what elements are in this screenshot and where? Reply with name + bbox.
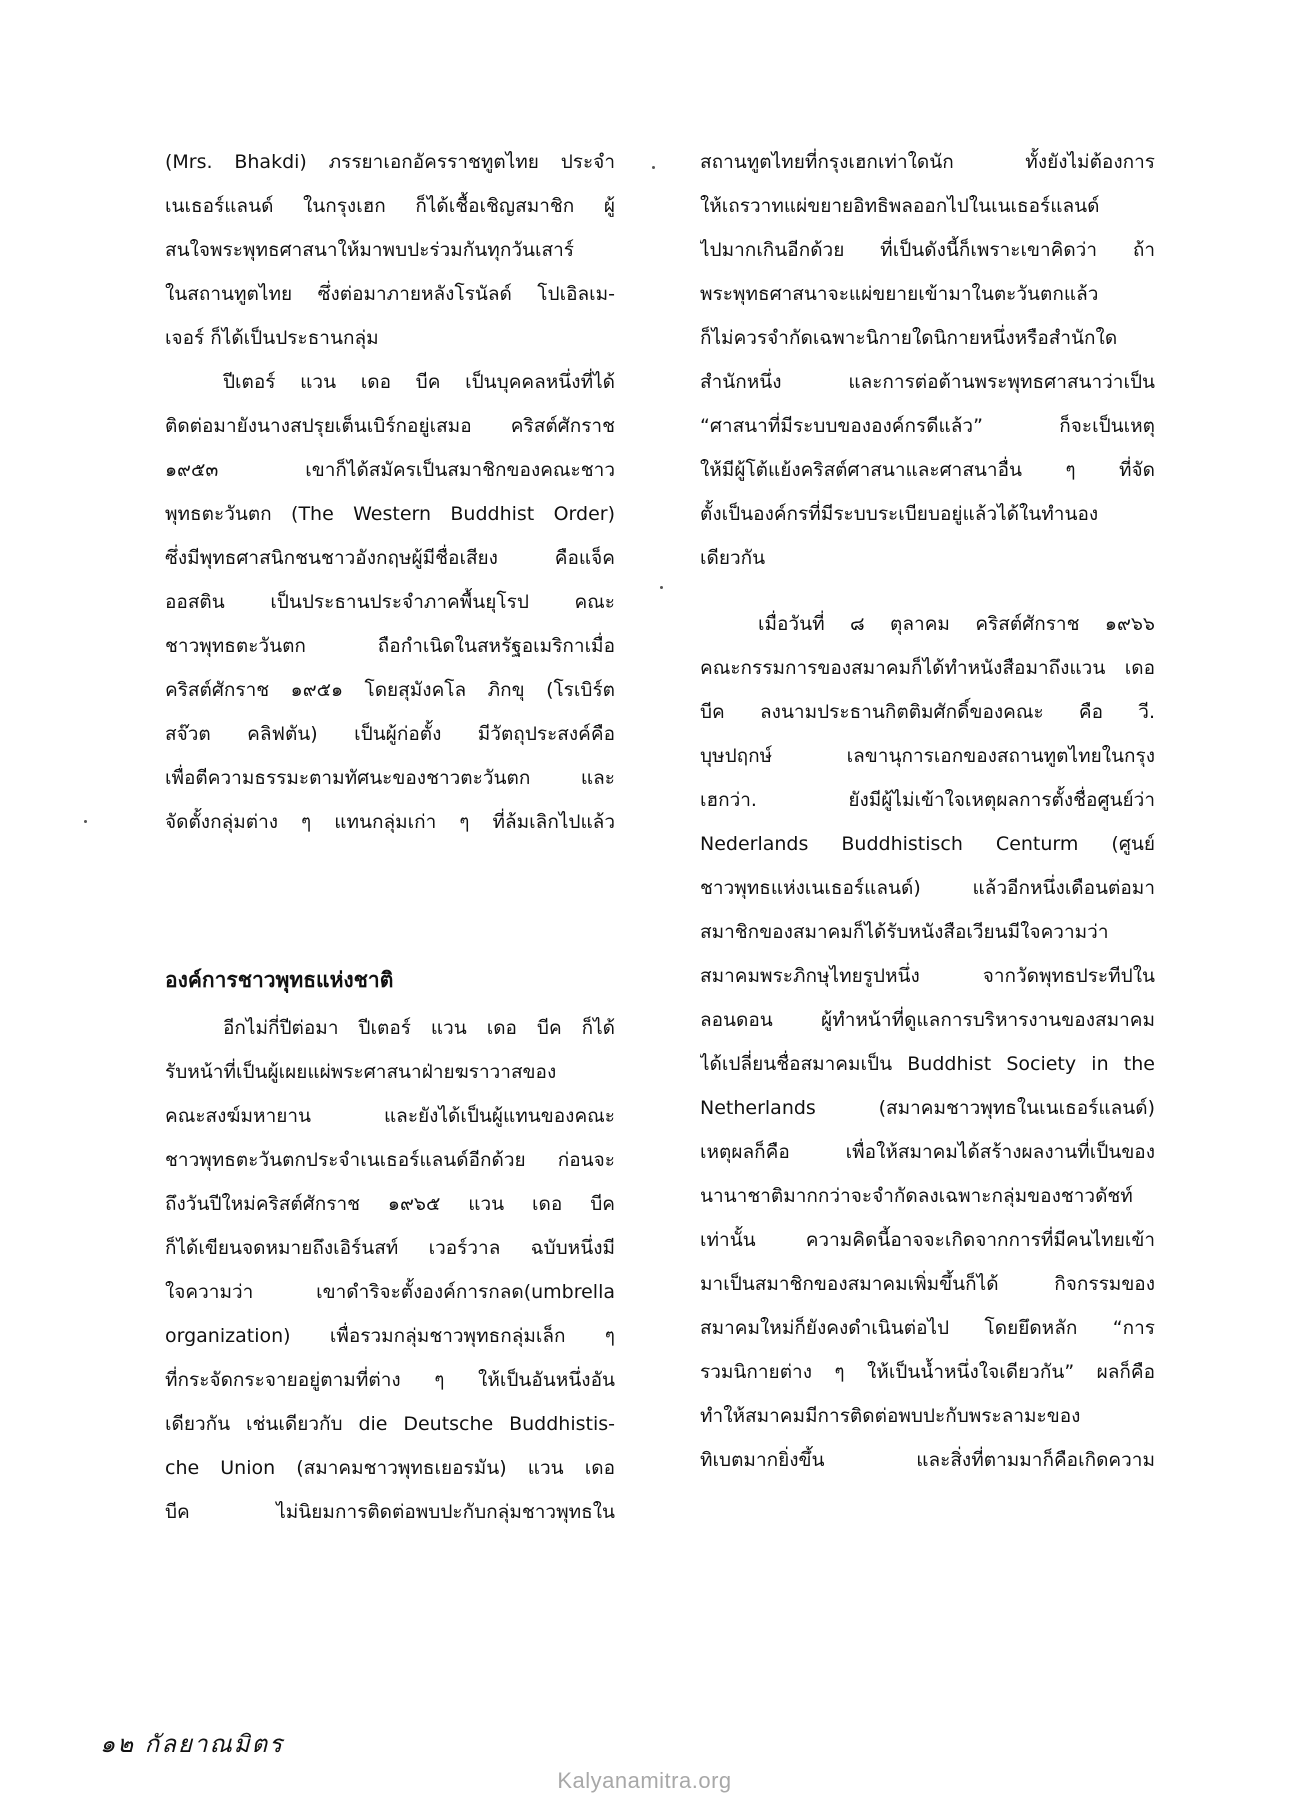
text-line: ทิเบตมากยิ่งขึ้น และสิ่งที่ตามมาก็คือเกิดความ (700, 1449, 1155, 1471)
text-line: (Mrs. Bhakdi) ภรรยาเอกอัครราชทูตไทย ประจำ (165, 151, 615, 173)
text-line: ซึ่งมีพุทธศาสนิกชนชาวอังกฤษผู้มีชื่อเสียง คือแจ็ค (165, 547, 615, 569)
text-line: organization) เพื่อรวมกลุ่มชาวพุทธกลุ่มเล็ก ๆ (165, 1325, 615, 1347)
text-line: “ศาสนาที่มีระบบขององค์กรดีแล้ว” ก็จะเป็นเหตุ (700, 415, 1155, 437)
text-line: บุษปฤกษ์ เลขานุการเอกของสถานทูตไทยในกรุง (700, 745, 1155, 767)
watermark: Kalyanamitra.org (557, 1768, 732, 1793)
text-line: ตั้งเป็นองค์กรที่มีระบบระเบียบอยู่แล้วได้ในทำนอง (700, 503, 1099, 525)
text-line: ติดต่อมายังนางสปรุยเต็นเบิร์กอยู่เสมอ คริสต์ศักราช (165, 415, 615, 437)
text-line: ใจความว่า เขาดำริจะตั้งองค์การกลด(umbrella (165, 1281, 615, 1303)
text-line: สถานทูตไทยที่กรุงเฮกเท่าใดนัก ทั้งยังไม่ต้องการ (700, 151, 1155, 173)
text-line: รวมนิกายต่าง ๆ ให้เป็นน้ำหนึ่งใจเดียวกัน” ผลก็คือ (700, 1361, 1155, 1383)
text-line: ลอนดอน ผู้ทำหน้าที่ดูแลการบริหารงานของสมาคม (700, 1009, 1155, 1031)
text-line: ไปมากเกินอีกด้วย ที่เป็นดังนี้ก็เพราะเขาคิดว่า ถ้า (700, 239, 1155, 261)
text-line: ให้เถรวาทแผ่ขยายอิทธิพลออกไปในเนเธอร์แลนด์ (700, 195, 1100, 217)
scan-speck (660, 586, 663, 589)
text-line: ชาวพุทธตะวันตก ถือกำเนิดในสหรัฐอเมริกาเมื่อ (165, 635, 615, 657)
text-line: ก็ได้เขียนจดหมายถึงเอิร์นสท์ เวอร์วาล ฉบับหนึ่งมี (165, 1237, 615, 1259)
text-line: เจอร์ ก็ได้เป็นประธานกลุ่ม (165, 327, 379, 349)
text-line: ปีเตอร์ แวน เดอ บีค เป็นบุคคลหนึ่งที่ได้ (223, 371, 615, 393)
text-line: คริสต์ศักราช ๑๙๕๑ โดยสุมังคโล ภิกขุ (โรเบิร์ต (165, 679, 615, 701)
text-line: เท่านั้น ความคิดนี้อาจจะเกิดจากการที่มีคนไทยเข้า (700, 1229, 1155, 1251)
text-line: เมื่อวันที่ ๘ ตุลาคม คริสต์ศักราช ๑๙๖๖ (758, 613, 1155, 635)
page-folio: ๑๒ กัลยาณมิตร (100, 1730, 285, 1758)
text-line: ชาวพุทธแห่งเนเธอร์แลนด์) แล้วอีกหนึ่งเดือนต่อมา (700, 877, 1155, 899)
text-line: บีค ไม่นิยมการติดต่อพบปะกับกลุ่มชาวพุทธใน (165, 1501, 615, 1523)
text-line: สมาคมใหม่ก็ยังคงดำเนินต่อไป โดยยึดหลัก “การ (700, 1317, 1155, 1339)
text-line: ถึงวันปีใหม่คริสต์ศักราช ๑๙๖๕ แวน เดอ บีค (165, 1193, 615, 1215)
text-line: มาเป็นสมาชิกของสมาคมเพิ่มขึ้นก็ได้ กิจกรรมของ (700, 1273, 1155, 1295)
text-line: เฮกว่า. ยังมีผู้ไม่เข้าใจเหตุผลการตั้งชื่อศูนย์ว่า (700, 789, 1155, 811)
text-line: พุทธตะวันตก (The Western Buddhist Order) (165, 503, 615, 525)
text-line: เดียวกัน เช่นเดียวกับ die Deutsche Buddhistis- (165, 1413, 615, 1435)
section-heading: องค์การชาวพุทธแห่งชาติ (165, 968, 394, 992)
text-line: เนเธอร์แลนด์ ในกรุงเฮก ก็ได้เชื้อเชิญสมาชิก ผู้ (165, 195, 615, 217)
text-line: ก็ไม่ควรจำกัดเฉพาะนิกายใดนิกายหนึ่งหรือสำนักใด (700, 327, 1118, 349)
text-line: Netherlands (สมาคมชาวพุทธในเนเธอร์แลนด์) (700, 1097, 1155, 1119)
text-line: รับหน้าที่เป็นผู้เผยแผ่พระศาสนาฝ่ายฆราวาสของ (165, 1061, 557, 1083)
text-line: สมาชิกของสมาคมก็ได้รับหนังสือเวียนมีใจความว่า (700, 921, 1109, 943)
text-line: ได้เปลี่ยนชื่อสมาคมเป็น Buddhist Society in the (700, 1053, 1155, 1075)
text-line: จัดตั้งกลุ่มต่าง ๆ แทนกลุ่มเก่า ๆ ที่ล้มเลิกไปแล้ว (165, 811, 615, 833)
text-line: ในสถานทูตไทย ซึ่งต่อมาภายหลังโรนัลด์ โปเอิลเม- (165, 283, 615, 305)
text-line: ๑๙๕๓ เขาก็ได้สมัครเป็นสมาชิกของคณะชาว (165, 459, 615, 481)
text-line: เดียวกัน (700, 547, 766, 569)
text-line: ชาวพุทธตะวันตกประจำเนเธอร์แลนด์อีกด้วย ก่อนจะ (165, 1149, 615, 1171)
text-line: สจ๊วต คลิฟตัน) เป็นผู้ก่อตั้ง มีวัตถุประสงค์คือ (165, 723, 615, 745)
text-line: ที่กระจัดกระจายอยู่ตามที่ต่าง ๆ ให้เป็นอันหนึ่งอัน (165, 1369, 615, 1391)
text-line: สนใจพระพุทธศาสนาให้มาพบปะร่วมกันทุกวันเสาร์ (165, 239, 574, 261)
text-line: เพื่อตีความธรรมะตามทัศนะของชาวตะวันตก และ (165, 767, 615, 789)
text-line: สมาคมพระภิกษุไทยรูปหนึ่ง จากวัดพุทธประทีปใน (700, 965, 1155, 987)
text-line: ให้มีผู้โต้แย้งคริสต์ศาสนาและศาสนาอื่น ๆ ที่จัด (700, 459, 1155, 481)
text-line: ออสติน เป็นประธานประจำภาคพื้นยุโรป คณะ (165, 591, 615, 613)
text-line: คณะสงฆ์มหายาน และยังได้เป็นผู้แทนของคณะ (165, 1105, 615, 1127)
text-line: สำนักหนึ่ง และการต่อต้านพระพุทธศาสนาว่าเป็น (700, 371, 1155, 393)
text-line: อีกไม่กี่ปีต่อมา ปีเตอร์ แวน เดอ บีค ก็ได้ (223, 1017, 615, 1039)
scan-speck (84, 820, 87, 823)
text-line: Nederlands Buddhistisch Centurm (ศูนย์ (700, 833, 1155, 855)
text-line: ทำให้สมาคมมีการติดต่อพบปะกับพระลามะของ (700, 1405, 1081, 1427)
text-line: เหตุผลก็คือ เพื่อให้สมาคมได้สร้างผลงานที่เป็นของ (700, 1141, 1155, 1163)
text-line: บีค ลงนามประธานกิตติมศักดิ์ของคณะ คือ วี. (700, 701, 1155, 723)
text-line: พระพุทธศาสนาจะแผ่ขยายเข้ามาในตะวันตกแล้ว (700, 283, 1099, 305)
text-line: คณะกรรมการของสมาคมก็ได้ทำหนังสือมาถึงแวน เดอ (700, 657, 1155, 679)
text-line: che Union (สมาคมชาวพุทธเยอรมัน) แวน เดอ (165, 1457, 615, 1479)
scan-speck (652, 166, 655, 169)
text-line: นานาชาติมากกว่าจะจำกัดลงเฉพาะกลุ่มของชาวดัชท์ (700, 1185, 1133, 1207)
